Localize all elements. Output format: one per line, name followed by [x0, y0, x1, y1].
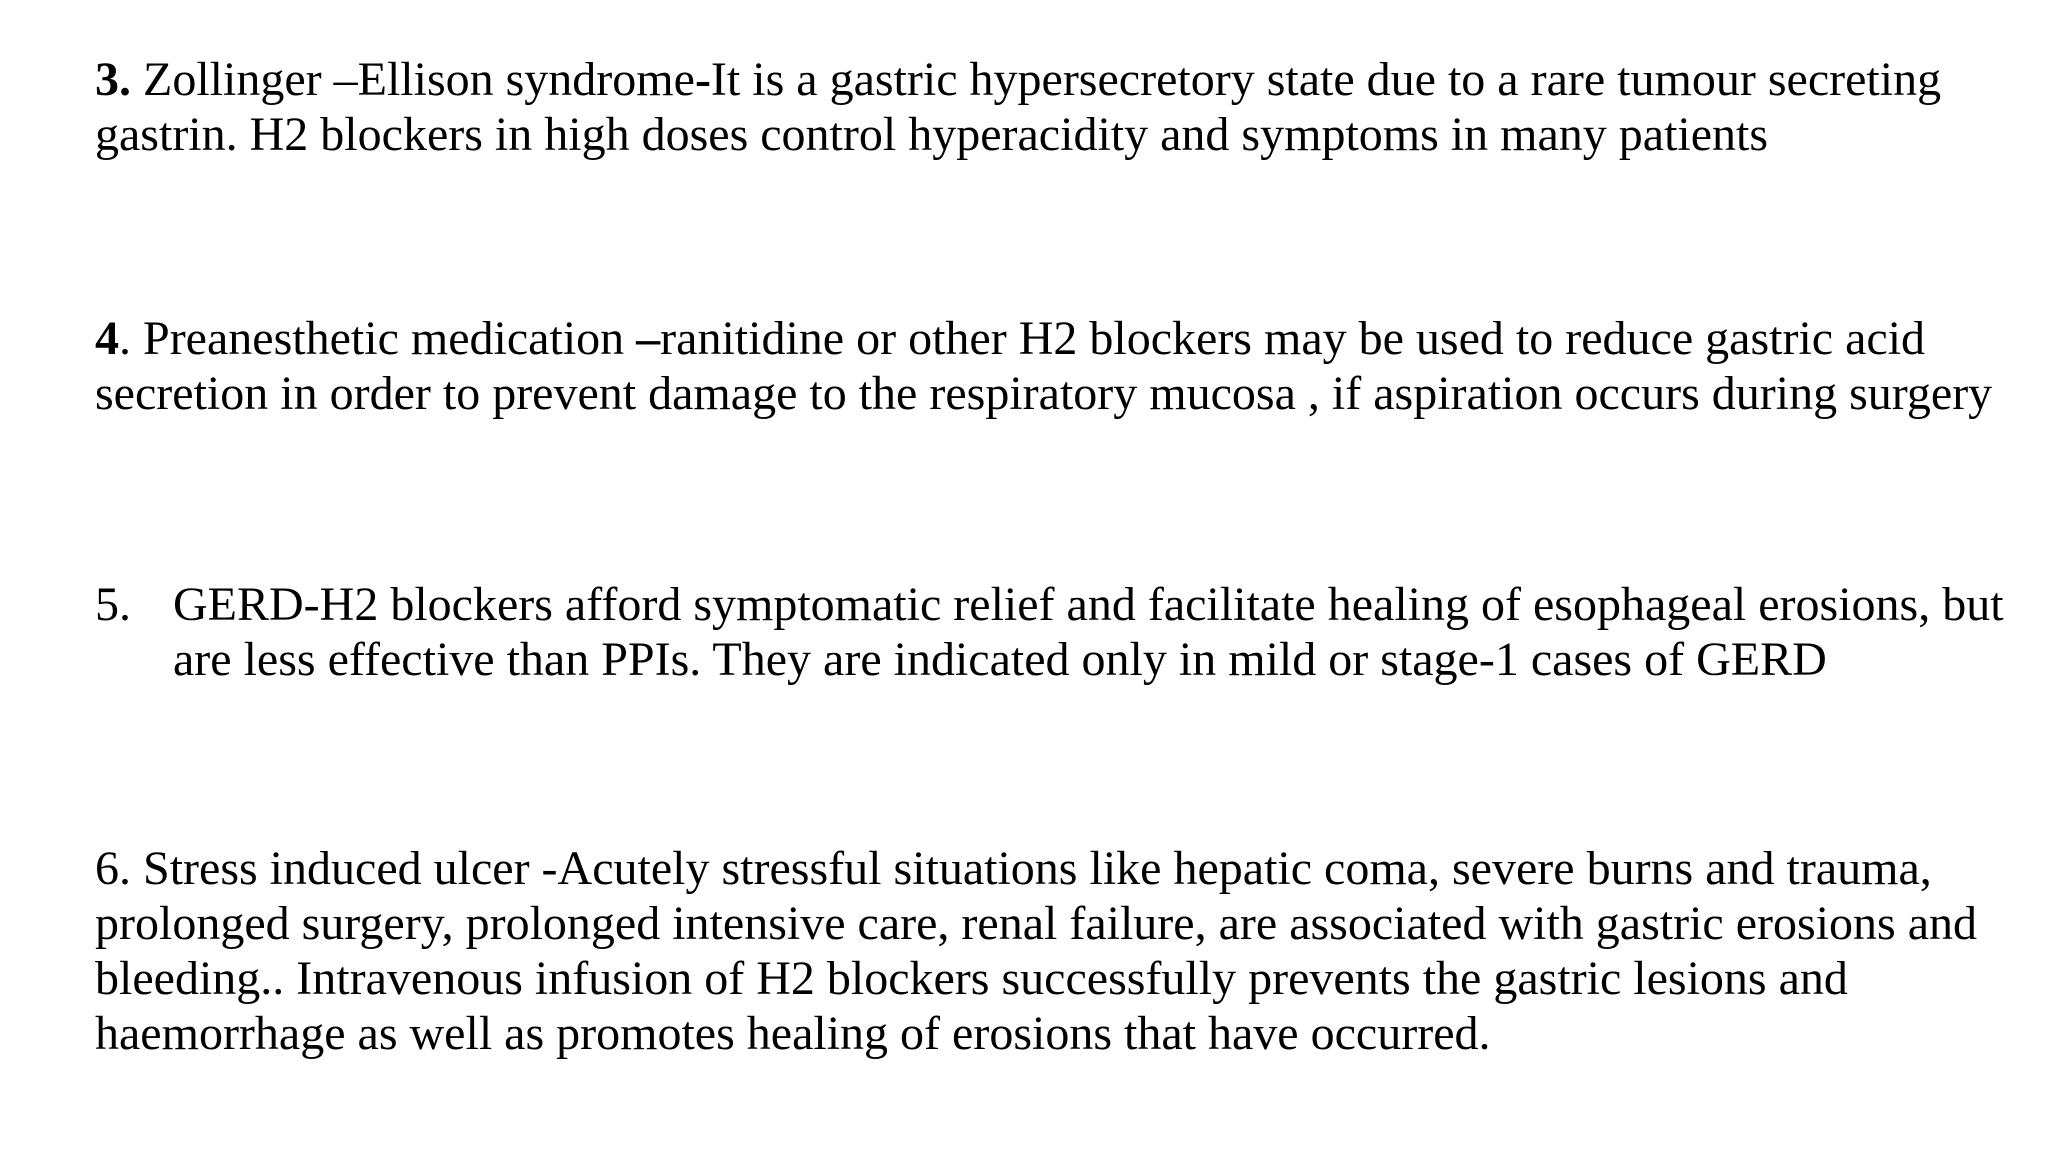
item-4-text-b: ranitidine or other H2 blockers may be used to reduce gastric acid secretion in order to prevent damage to the respiratory mucosa , if aspiration occurs during surgery	[95, 312, 1993, 420]
item-5-number: 5.	[95, 578, 131, 631]
item-5-gerd	[95, 577, 2035, 742]
item-4-separator: –	[636, 312, 661, 365]
item-4-number: 4	[95, 312, 119, 365]
item-6-text: 6. Stress induced ulcer -Acutely stressful situations like hepatic coma, severe burns and trauma, prolonged surgery, prolonged intensive care, renal failure, are associated with gastric erosions and bleeding.. Intravenous infusion of H2 blockers successfully prevents the gastric lesions and haemorrhage as well as promotes healing of erosions that have occurred.	[95, 842, 1978, 1060]
item-3-number: 3.	[95, 53, 131, 106]
item-4-preanesthetic	[95, 311, 2035, 421]
item-3-lead: Zollinger –Ellison syndrome	[131, 53, 695, 106]
item-5-text: GERD-H2 blockers afford symptomatic relief and facilitate healing of esophageal erosions, but are less effective than PPIs. They are indicated only in mild or stage-1 cases of GERD	[173, 578, 2004, 686]
item-3-separator: -	[694, 53, 711, 106]
item-4-text-a: . Preanesthetic medication	[119, 312, 637, 365]
item-3-zollinger-ellison	[95, 52, 2035, 162]
item-6-stress-ulcer	[95, 841, 2035, 1061]
item-3-text: It is a gastric hypersecretory state due to a rare tumour secreting gastrin. H2 blockers in high doses control hyperacidity and symptoms in many patients	[95, 53, 1942, 161]
